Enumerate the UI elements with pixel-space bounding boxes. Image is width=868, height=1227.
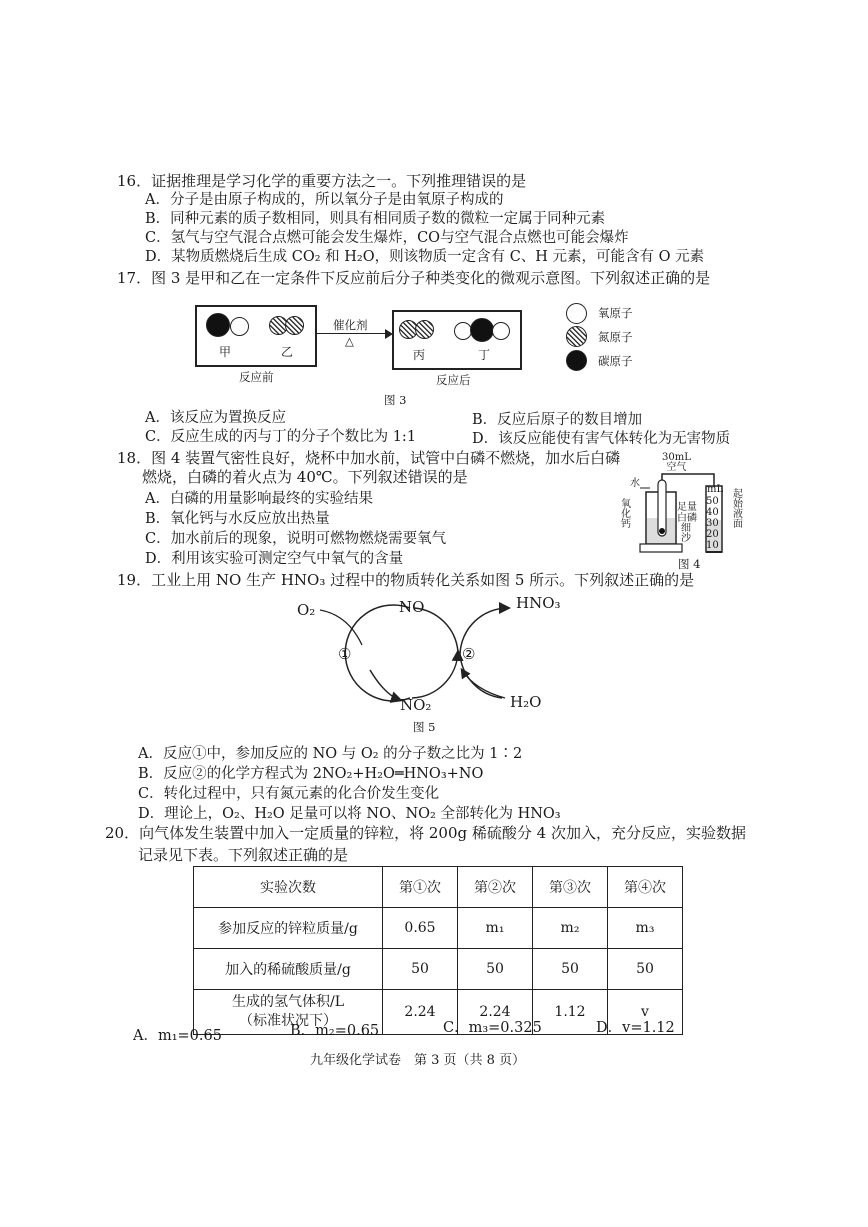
- reaction-1-label: ①: [338, 645, 352, 663]
- label-bing: 丙: [413, 348, 426, 362]
- q20-option-c: C．m₃=0.325: [443, 1020, 542, 1036]
- carbon-atom: [470, 318, 494, 342]
- legend-nitrogen-icon: [566, 326, 587, 347]
- catalyst-label: 催化剂: [333, 318, 368, 332]
- oxygen-atom: [492, 322, 510, 340]
- table-cell: 加入的稀硫酸质量/g: [194, 949, 383, 990]
- heat-symbol: △: [345, 334, 354, 348]
- q17-option-d: D．该反应能使有害气体转化为无害物质: [472, 431, 731, 447]
- scale-20: 20: [706, 529, 719, 540]
- air-label: 30mL 空气: [662, 452, 691, 473]
- table-cell: m₃: [608, 908, 683, 949]
- scale-10: 10: [706, 540, 719, 551]
- q19-option-a: A．反应①中，参加反应的 NO 与 O₂ 的分子数之比为 1∶2: [138, 746, 523, 762]
- table-row: [194, 949, 683, 990]
- table-cell: 50: [458, 949, 533, 990]
- q17-stem: 17．图 3 是甲和乙在一定条件下反应前后分子种类变化的微观示意图。下列叙述正确的是: [117, 269, 711, 287]
- table-header-cell: 第①次: [383, 867, 458, 908]
- page-footer: 九年级化学试卷 第 3 页（共 8 页）: [310, 1053, 526, 1068]
- start-level-label: 起 始 液 面: [733, 489, 743, 530]
- cao-label: 氧 化 钙: [621, 499, 631, 530]
- figure-5-caption: 图 5: [413, 720, 436, 734]
- table-cell-line: （标准状况下）: [239, 1013, 337, 1029]
- table-header-cell: 第④次: [608, 867, 683, 908]
- hno3-label: HNO₃: [516, 594, 561, 612]
- q17-option-c: C．反应生成的丙与丁的分子个数比为 1:1: [145, 429, 417, 445]
- scale-50: 50: [706, 496, 719, 507]
- label-jia: 甲: [219, 345, 232, 359]
- carbon-atom: [206, 313, 230, 337]
- table-cell: 50: [608, 949, 683, 990]
- reaction-2-label: ②: [462, 645, 476, 663]
- figure-4-caption: 图 4: [678, 557, 701, 571]
- q16-stem: 16．证据推理是学习化学的重要方法之一。下列推理错误的是: [117, 172, 527, 190]
- q18-option-b: B．氧化钙与水反应放出热量: [145, 511, 330, 527]
- table-cell: 2.24: [458, 990, 533, 1035]
- excess-label: 足量: [677, 502, 697, 513]
- table-header-row: [194, 867, 683, 908]
- before-label: 反应前: [239, 370, 274, 384]
- scale-labels: [706, 496, 719, 551]
- ml-label: mL: [707, 484, 724, 495]
- q20-stem-line2: 记录见下表。下列叙述正确的是: [138, 846, 349, 864]
- table-cell: 参加反应的锌粒质量/g: [194, 908, 383, 949]
- q20-option-a: A．m₁=0.65: [133, 1028, 222, 1044]
- figure-3-caption: 图 3: [384, 393, 407, 407]
- table-header-cell: 第③次: [533, 867, 608, 908]
- scale-40: 40: [706, 507, 719, 518]
- q18-option-d: D．利用该实验可测定空气中氧气的含量: [145, 551, 404, 567]
- table-header-cell: 实验次数: [194, 867, 383, 908]
- legend-carbon-icon: [566, 350, 587, 371]
- q20-option-d: D．v=1.12: [596, 1020, 675, 1036]
- table-cell: 50: [383, 949, 458, 990]
- table-cell: m₂: [533, 908, 608, 949]
- q18-option-c: C．加水前后的现象，说明可燃物燃烧需要氧气: [145, 531, 447, 547]
- q17-option-a: A．该反应为置换反应: [145, 410, 286, 426]
- table-cell: 1.12: [533, 990, 608, 1035]
- q16-option-d: D．某物质燃烧后生成 CO₂ 和 H₂O，则该物质一定含有 C、H 元素，可能含有 O 元素: [145, 249, 705, 265]
- after-box: [392, 310, 522, 370]
- q18-stem-line1: 18．图 4 装置气密性良好，烧杯中加水前，试管中白磷不燃烧，加水后白磷: [117, 449, 621, 467]
- q17-option-b: B．反应后原子的数目增加: [472, 412, 643, 428]
- water-label: 水: [630, 478, 640, 489]
- legend-oxygen-icon: [566, 303, 587, 324]
- legend-carbon: 碳原子: [598, 354, 633, 368]
- table-row: [194, 908, 683, 949]
- legend-nitrogen: 氮原子: [598, 330, 633, 344]
- h2o-label: H₂O: [510, 693, 542, 711]
- q19-option-d: D．理论上，O₂、H₂O 足量可以将 NO、NO₂ 全部转化为 HNO₃: [138, 806, 561, 822]
- oxygen-atom: [230, 317, 249, 336]
- o2-label: O₂: [297, 601, 316, 619]
- nitrogen-atom: [415, 320, 434, 339]
- legend-oxygen: 氧原子: [598, 306, 633, 320]
- table-cell: m₁: [458, 908, 533, 949]
- table-cell: v: [608, 990, 683, 1035]
- no-label: NO: [399, 598, 425, 616]
- q20-option-b: B．m₂=0.65: [290, 1023, 380, 1039]
- q16-option-c: C．氢气与空气混合点燃可能会发生爆炸，CO与空气混合点燃也可能会爆炸: [145, 230, 629, 246]
- q19-option-c: C．转化过程中，只有氮元素的化合价发生变化: [138, 786, 440, 802]
- phosphorus-label: 白磷: [677, 513, 697, 524]
- no2-label: NO₂: [400, 696, 432, 714]
- table-cell: 0.65: [383, 908, 458, 949]
- table-cell: 2.24: [383, 990, 458, 1035]
- scale-30: 30: [706, 518, 719, 529]
- q18-stem-line2: 燃烧，白磷的着火点为 40℃。下列叙述错误的是: [142, 468, 468, 486]
- table-cell: 50: [533, 949, 608, 990]
- table-header-cell: 第②次: [458, 867, 533, 908]
- label-ding: 丁: [478, 348, 491, 362]
- sand-label: 细 沙: [681, 523, 691, 544]
- q20-stem-line1: 20．向气体发生装置中加入一定质量的锌粒，将 200g 稀硫酸分 4 次加入，充分反应，实验数据: [105, 824, 746, 842]
- q19-option-b: B．反应②的化学方程式为 2NO₂+H₂O═HNO₃+NO: [138, 766, 484, 782]
- data-table: [193, 866, 683, 1035]
- q16-option-b: B．同种元素的质子数相同，则具有相同质子数的微粒一定属于同种元素: [145, 211, 606, 227]
- q19-stem: 19．工业上用 NO 生产 HNO₃ 过程中的物质转化关系如图 5 所示。下列叙述正确的是: [117, 571, 695, 589]
- after-label: 反应后: [436, 373, 471, 387]
- nitrogen-atom: [285, 316, 304, 335]
- q18-option-a: A．白磷的用量影响最终的实验结果: [145, 491, 373, 507]
- table-cell-line: 生成的氢气体积/L: [231, 994, 344, 1010]
- label-yi: 乙: [281, 345, 294, 359]
- q16-option-a: A．分子是由原子构成的，所以氧分子是由氧原子构成的: [145, 192, 504, 208]
